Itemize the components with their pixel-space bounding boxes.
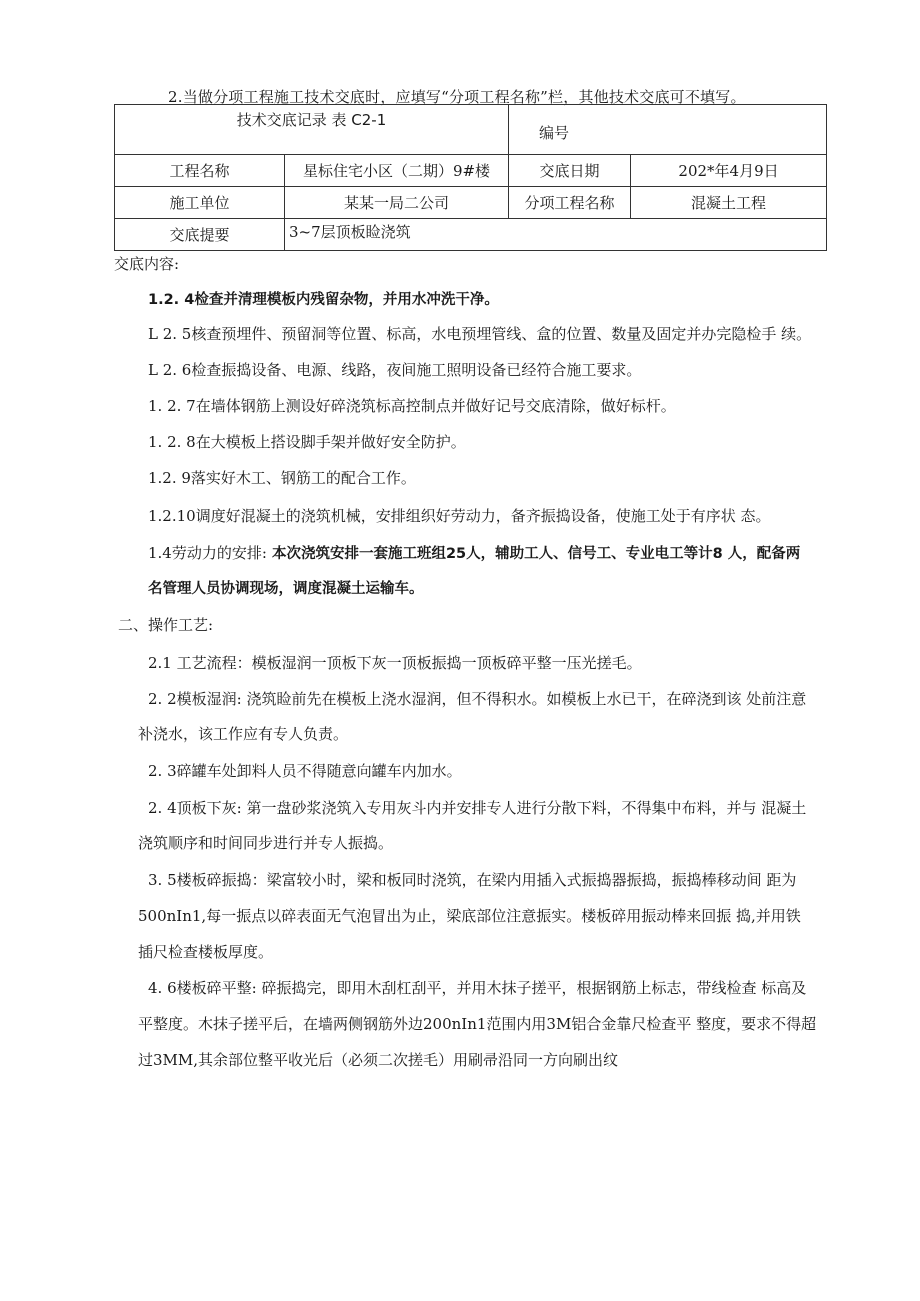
summary-label: 交底提要 xyxy=(115,219,285,251)
item-1-2-4: 1.2. 4检查并清理模板内残留杂物，并用水冲洗干净。 xyxy=(148,292,499,308)
item-1-2-9: 1.2. 9落实好木工、钢筋工的配合工作。 xyxy=(148,469,416,487)
item-1-2-8: 1. 2. 8在大模板上搭设脚手架并做好安全防护。 xyxy=(148,433,466,451)
step-2-4-line-2: 浇筑顺序和时间同步进行并专人振捣。 xyxy=(138,834,394,852)
item-1-2-10: 1.2.10调度好混凝土的浇筑机械，安排组织好劳动力，备齐振捣设备，使施工处于有序状 态。 xyxy=(148,507,771,525)
step-3-5-line-3: 插尺检查楼板厚度。 xyxy=(138,943,274,961)
step-2-4-line-1: 2. 4顶板下灰: 第一盘砂浆浇筑入专用灰斗内并安排专人进行分散下料，不得集中布料，并与 混凝土 xyxy=(148,799,807,817)
top-note: 2.当做分项工程施工技术交底时，应填写“分项工程名称”栏，其他技术交底可不填写。 xyxy=(168,88,746,106)
content-label: 交底内容: xyxy=(114,255,180,273)
step-4-6-line-2: 平整度。木抹子搓平后，在墙两侧钢筋外边200nIn1范围内用3M铝合金靠尺检查平 整度，要求不得超 xyxy=(138,1015,817,1033)
project-name-label: 工程名称 xyxy=(115,155,285,187)
labor-line-2: 名管理人员协调现场，调度混凝土运输车。 xyxy=(148,581,424,597)
subproject-name-value: 混凝土工程 xyxy=(631,187,827,219)
step-3-5-line-1: 3. 5楼板碎振捣：梁富较小时，梁和板同时浇筑，在梁内用插入式振捣器振捣，振捣棒移动间 距为 xyxy=(148,871,797,889)
project-name-value: 星标住宅小区（二期）9#楼 xyxy=(285,155,509,187)
step-2-2-line-1: 2. 2模板湿润: 浇筑睑前先在模板上浇水湿润，但不得积水。如模板上水已干，在碎浇到该 处前注意 xyxy=(148,690,807,708)
step-2-3: 2. 3碎罐车处卸料人员不得随意向罐车内加水。 xyxy=(148,762,462,780)
number-label: 编号 xyxy=(509,105,827,155)
labor-line-1-rest: 本次浇筑安排一套施工班组25人，辅助工人、信号工、专业电工等计8 人，配备两 xyxy=(266,546,801,562)
date-value: 202*年4月9日 xyxy=(631,155,827,187)
construction-unit-label: 施工单位 xyxy=(115,187,285,219)
item-1-2-6: L 2. 6检查振捣设备、电源、线路，夜间施工照明设备已经符合施工要求。 xyxy=(148,361,642,379)
section-2-title: 二、操作工艺: xyxy=(118,616,214,634)
step-4-6-line-3: 过3MM,其余部位整平收光后（必须二次搓毛）用刷帚沿同一方向刷出纹 xyxy=(138,1051,619,1069)
technical-disclosure-record-table xyxy=(114,104,827,251)
step-2-1: 2.1 工艺流程：模板湿润一顶板下灰一顶板振捣一顶板碎平整一压光搓毛。 xyxy=(148,654,642,672)
item-1-2-5: L 2. 5核查预埋件、预留洞等位置、标高，水电预埋管线、盒的位置、数量及固定并办完隐检手 续。 xyxy=(148,325,812,343)
step-4-6-line-1: 4. 6楼板碎平整: 碎振捣完，即用木刮杠刮平，并用木抹子搓平，根据钢筋上标志，带线检查 标高及 xyxy=(148,979,807,997)
labor-line-1-prefix: 1.4劳动力的安排: xyxy=(148,544,267,562)
table-title: 技术交底记录 表 C2-1 xyxy=(115,105,509,155)
subproject-name-label: 分项工程名称 xyxy=(509,187,631,219)
step-2-2-line-2: 补浇水，该工作应有专人负责。 xyxy=(138,725,349,743)
step-3-5-line-2: 500nIn1,每一振点以碎表面无气泡冒出为止，梁底部位注意振实。楼板碎用振动棒来回振 捣,并用铁 xyxy=(138,907,801,925)
item-1-2-7: 1. 2. 7在墙体钢筋上测设好碎浇筑标高控制点并做好记号交底清除，做好标杆。 xyxy=(148,397,676,415)
date-label: 交底日期 xyxy=(509,155,631,187)
summary-value: 3~7层顶板睑浇筑 xyxy=(285,219,827,251)
labor-line-1 xyxy=(148,542,800,563)
construction-unit-value: 某某一局二公司 xyxy=(285,187,509,219)
